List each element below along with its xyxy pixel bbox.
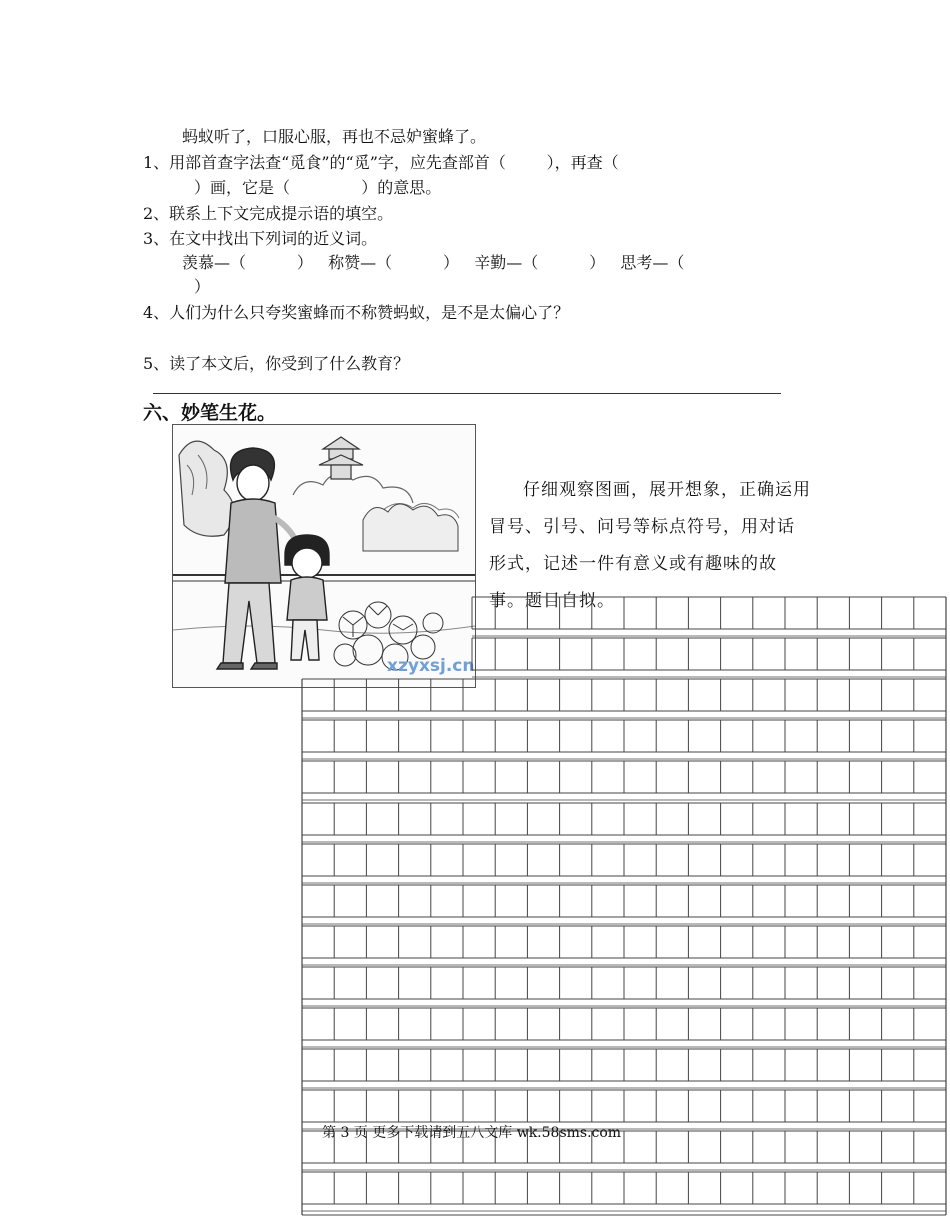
section-6-title: 六、妙笔生花。	[143, 402, 277, 424]
question-3-close: ）	[194, 277, 211, 296]
question-1-line-2: ）画，它是（ ）的意思。	[194, 178, 442, 197]
mother-child-flowers-illustration	[173, 425, 475, 687]
page-footer: 第 3 页 更多下载请到五八文库 wk.58sms.com	[322, 1125, 622, 1141]
image-watermark: xzyxsj.cn	[387, 656, 475, 676]
passage-last-line: 蚂蚁听了，口服心服，再也不忌妒蜜蜂了。	[182, 127, 487, 146]
question-3-words: 羡慕—（ ） 称赞—（ ） 辛勤—（ ） 思考—（	[182, 253, 685, 272]
question-3: 3、在文中找出下列词的近义词。	[143, 229, 378, 248]
section-6-instruction: 仔细观察图画，展开想象，正确运用冒号、引号、问号等标点符号，用对话形式，记述一件有意义或有趣味的故事。题目自拟。	[489, 480, 811, 611]
answer-rule	[153, 393, 781, 394]
illustration-image	[172, 424, 476, 688]
question-4: 4、人们为什么只夸奖蜜蜂而不称赞蚂蚁，是不是太偏心了？	[143, 303, 570, 322]
question-1-line-1: 1、用部首查字法查“觅食”的“觅”字，应先查部首（ ），再查（	[143, 153, 619, 172]
question-2: 2、联系上下文完成提示语的填空。	[143, 204, 394, 223]
question-5: 5、读了本文后，你受到了什么教育？	[143, 354, 410, 373]
